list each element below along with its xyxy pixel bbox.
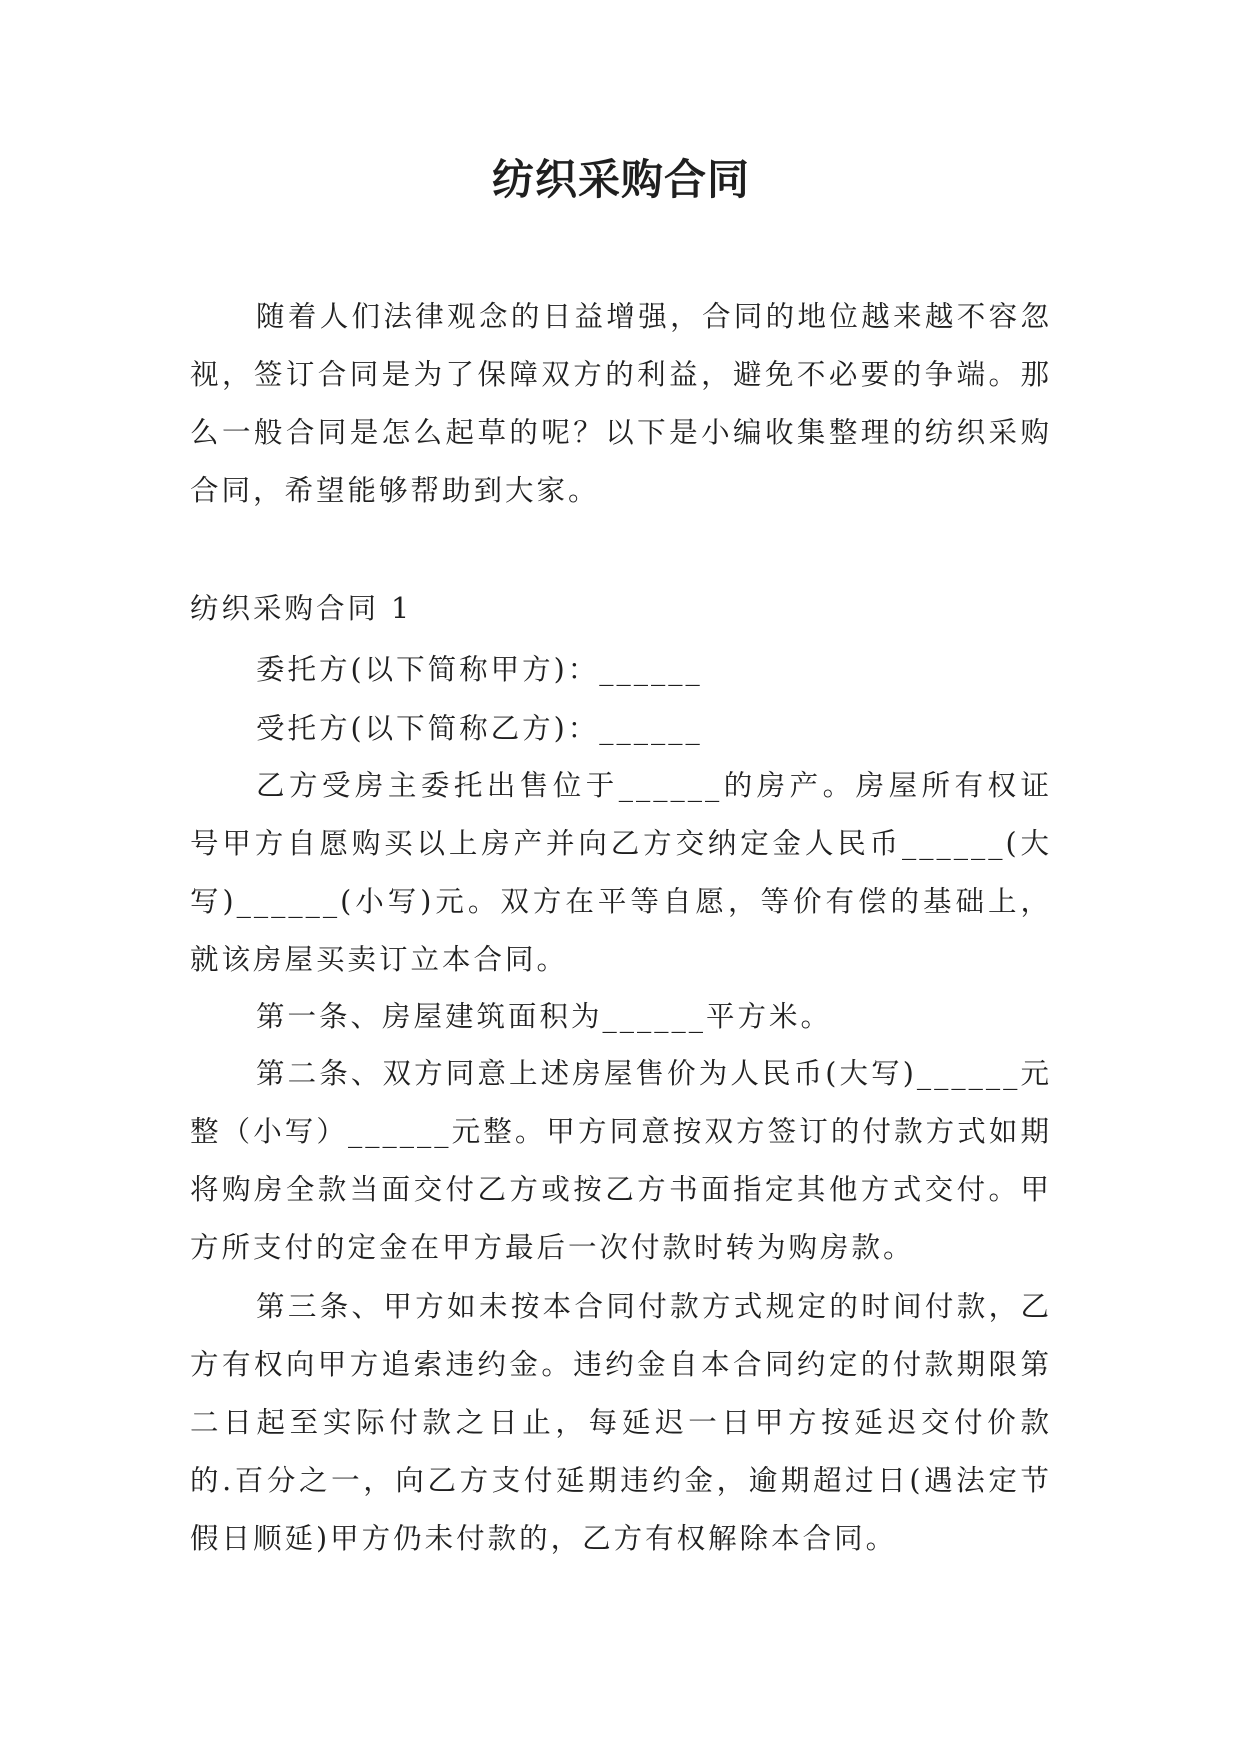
section-heading: 纺织采购合同 1: [190, 592, 413, 625]
property-description-paragraph: 乙方受房主委托出售位于______的房产。房屋所有权证号甲方自愿购买以上房产并向乙方交纳定金人民币______(大写)______(小写)元。双方在平等自愿，等价有偿的基础上，就该房屋买卖订立本合同。: [190, 769, 1052, 976]
party-b-line: 受托方(以下简称乙方)：______: [256, 712, 703, 745]
article-3: 第三条、甲方如未按本合同付款方式规定的时间付款，乙方有权向甲方追索违约金。违约金自本合同约定的付款期限第二日起至实际付款之日止，每延迟一日甲方按延迟交付价款的.百分之一，向乙方支付延期违约金，逾期超过日(遇法定节假日顺延)甲方仍未付款的，乙方有权解除本合同。: [190, 1290, 1052, 1555]
article-1: 第一条、房屋建筑面积为______平方米。: [256, 1000, 833, 1033]
document-title: 纺织采购合同: [491, 155, 750, 204]
article-2: 第二条、双方同意上述房屋售价为人民币(大写)______元整（小写）______元整。甲方同意按双方签订的付款方式如期将购房全款当面交付乙方或按乙方书面指定其他方式交付。甲方所支付的定金在甲方最后一次付款时转为购房款。: [190, 1057, 1052, 1264]
party-a-line: 委托方(以下简称甲方)：______: [256, 653, 703, 686]
intro-paragraph: 随着人们法律观念的日益增强，合同的地位越来越不容忽视，签订合同是为了保障双方的利益，避免不必要的争端。那么一般合同是怎么起草的呢？以下是小编收集整理的纺织采购合同，希望能够帮助到大家。: [190, 300, 1052, 507]
